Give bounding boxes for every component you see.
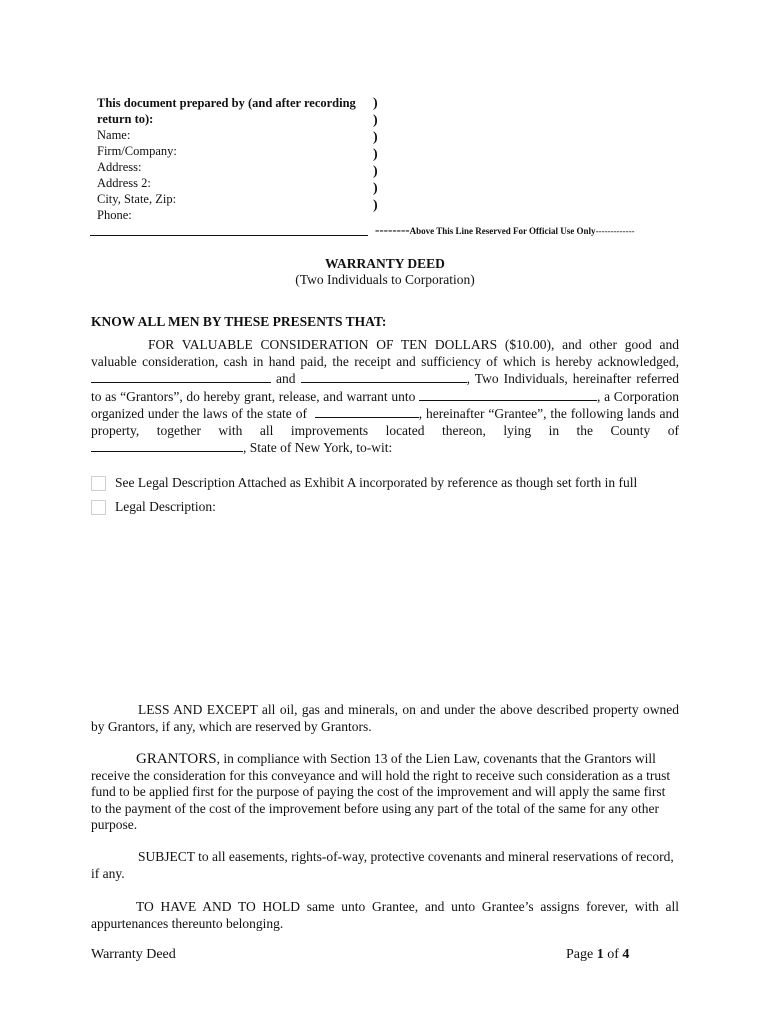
paren: ) bbox=[373, 164, 378, 179]
grantee-blank[interactable] bbox=[419, 388, 597, 401]
official-use-dashes: -------- bbox=[375, 222, 410, 237]
paren: ) bbox=[373, 96, 378, 111]
paren: ) bbox=[373, 130, 378, 145]
legal-description-label: Legal Description: bbox=[115, 499, 216, 514]
consideration-text-1: FOR VALUABLE CONSIDERATION OF TEN DOLLARS ($10.00), and other good and valuable consideration, cash in hand paid, the receipt and sufficiency of which is hereby acknowledged, bbox=[91, 337, 679, 369]
preparer-title-line2: return to): bbox=[97, 112, 154, 126]
field-name-label: Name: bbox=[97, 128, 131, 142]
exhibit-a-label: See Legal Description Attached as Exhibit A incorporated by reference as though set forth in full bbox=[115, 475, 638, 490]
paren: ) bbox=[373, 181, 378, 196]
checkbox-row-exhibit-a[interactable] bbox=[91, 475, 637, 491]
legal-description-checkbox[interactable] bbox=[91, 500, 106, 515]
less-and-except-paragraph: LESS AND EXCEPT all oil, gas and minerals, on and under the above described property owned by Grantors, if any, which are reserved by Grantors. bbox=[91, 702, 679, 734]
know-all-men-heading: KNOW ALL MEN BY THESE PRESENTS THAT: bbox=[91, 314, 387, 329]
field-address-label: Address: bbox=[97, 160, 142, 174]
habendum-paragraph: TO HAVE AND TO HOLD same unto Grantee, and unto Grantee’s assigns forever, with all appurtenances thereunto belonging. bbox=[91, 899, 679, 931]
consideration-paragraph bbox=[91, 337, 679, 457]
preparer-block bbox=[97, 95, 367, 223]
grantor1-blank[interactable] bbox=[91, 370, 271, 383]
grantors-rest: , in compliance with Section 13 of the Lien Law, covenants that the Grantors will receive the consideration for this conveyance and will hold the right to receive such consideration as a trust fund to be applied first for the purpose of paying the cost of the improvement and will apply the same first to the payment of the cost of the improvement before using any part of the total of the same for any other purpose. bbox=[91, 751, 671, 832]
official-use-text: Above This Line Reserved For Official Use Only bbox=[409, 226, 596, 236]
exhibit-a-checkbox[interactable] bbox=[91, 476, 106, 491]
of-label: of bbox=[607, 947, 619, 962]
field-city-state-zip-label: City, State, Zip: bbox=[97, 192, 177, 206]
footer-title: Warranty Deed bbox=[91, 947, 176, 962]
document-title: WARRANTY DEED bbox=[325, 256, 445, 271]
official-use-tail: ------------- bbox=[595, 226, 635, 236]
field-address2-label: Address 2: bbox=[97, 176, 151, 190]
paren: ) bbox=[373, 147, 378, 162]
paren: ) bbox=[373, 113, 378, 128]
field-firm-label: Firm/Company: bbox=[97, 144, 177, 158]
state-blank[interactable] bbox=[315, 405, 419, 418]
consideration-text-2: , Two Individuals, hereinafter referred to as “Grantors”, do hereby grant, release, and warrant unto bbox=[91, 371, 679, 404]
county-blank[interactable] bbox=[91, 439, 243, 452]
checkbox-row-legal-description[interactable] bbox=[91, 499, 216, 515]
and-text: and bbox=[276, 371, 296, 386]
consideration-text-3: , a Corporation organized under the laws of the state of bbox=[91, 388, 680, 421]
consideration-text-5: , State of New York, to-wit: bbox=[243, 440, 393, 455]
paren: ) bbox=[373, 198, 378, 213]
page-label: Page bbox=[566, 947, 594, 962]
paren-column bbox=[373, 95, 378, 214]
page-number bbox=[566, 947, 629, 963]
page-current: 1 bbox=[596, 947, 604, 962]
page-total: 4 bbox=[622, 947, 630, 962]
document-subtitle: (Two Individuals to Corporation) bbox=[295, 272, 475, 287]
grantors-lead: GRANTORS bbox=[136, 751, 217, 767]
grantor2-blank[interactable] bbox=[301, 370, 467, 383]
preparer-divider bbox=[90, 235, 368, 236]
subject-to-paragraph: SUBJECT to all easements, rights-of-way, protective covenants and mineral reservations of record, if any. bbox=[91, 849, 674, 881]
preparer-title-line1: This document prepared by (and after recording bbox=[97, 96, 356, 110]
official-use-line bbox=[375, 222, 635, 238]
field-phone-label: Phone: bbox=[97, 208, 132, 222]
consideration-text-4: , hereinafter “Grantee”, the following lands and property, together with all improvements located thereon, lying in the County of bbox=[91, 406, 680, 438]
grantors-lien-law-paragraph bbox=[91, 751, 679, 834]
